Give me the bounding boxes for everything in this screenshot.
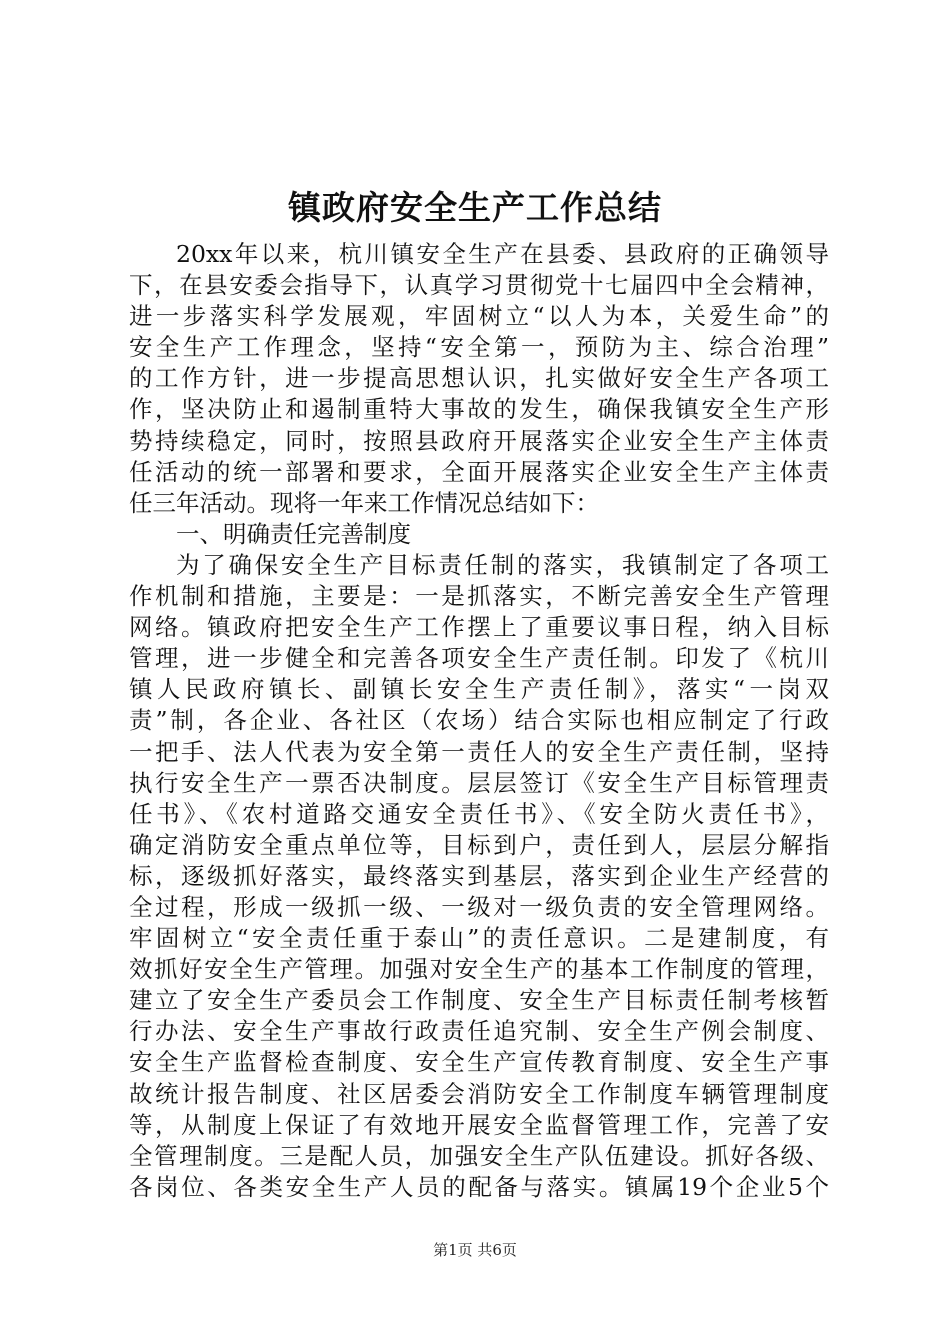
text-line: 任书》、《农村道路交通安全责任书》、《安全防火责任书》， [129,799,829,828]
text-line: 20xx年以来，杭川镇安全生产在县委、县政府的正确领导 [176,240,829,268]
text-line: 责”制，各企业、各社区（农场）结合实际也相应制定了行政 [129,706,829,735]
text-line: 牢固树立“安全责任重于泰山”的责任意识。二是建制度，有 [129,924,829,953]
text-line: 任活动的统一部署和要求，全面开展落实企业安全生产主体责 [129,457,829,486]
text-line: 镇人民政府镇长、副镇长安全生产责任制》，落实“一岗双 [129,675,829,704]
text-line: 全管理制度。三是配人员，加强安全生产队伍建设。抓好各级、 [129,1141,829,1170]
text-line: 效抓好安全生产管理。加强对安全生产的基本工作制度的管理， [129,955,829,984]
text-line: 执行安全生产一票否决制度。层层签订《安全生产目标管理责 [129,768,829,797]
document-title: 镇政府安全生产工作总结 [288,188,662,227]
text-line: 的工作方针，进一步提高思想认识，扎实做好安全生产各项工 [129,364,829,393]
text-line: 安全生产工作理念，坚持“安全第一，预防为主、综合治理” [129,333,829,362]
text-line: 作，坚决防止和遏制重特大事故的发生，确保我镇安全生产形 [129,395,829,424]
text-line: 下，在县安委会指导下，认真学习贯彻党十七届四中全会精神， [129,271,829,300]
text-line: 势持续稳定，同时，按照县政府开展落实企业安全生产主体责 [129,426,829,455]
text-line: 为了确保安全生产目标责任制的落实，我镇制定了各项工 [176,550,829,579]
text-line: 确定消防安全重点单位等，目标到户，责任到人，层层分解指 [129,830,829,859]
text-line: 安全生产监督检查制度、安全生产宣传教育制度、安全生产事 [129,1048,829,1077]
text-line: 各岗位、各类安全生产人员的配备与落实。镇属19个企业5个 [129,1172,829,1201]
text-line: 网络。镇政府把安全生产工作摆上了重要议事日程，纳入目标 [129,613,829,642]
text-line: 标，逐级抓好落实，最终落实到基层，落实到企业生产经营的 [129,861,829,890]
page-footer: 第1页 共6页 [433,1241,517,1259]
text-line: 一、明确责任完善制度 [176,519,411,548]
text-line: 作机制和措施，主要是：一是抓落实，不断完善安全生产管理 [129,582,829,611]
document-body [129,239,829,1203]
text-line: 进一步落实科学发展观，牢固树立“以人为本，关爱生命”的 [129,302,829,331]
text-line: 一把手、法人代表为安全第一责任人的安全生产责任制，坚持 [129,737,829,766]
text-line: 建立了安全生产委员会工作制度、安全生产目标责任制考核暂 [129,986,829,1015]
text-line: 管理，进一步健全和完善各项安全生产责任制。印发了《杭川 [129,644,829,673]
text-line: 等，从制度上保证了有效地开展安全监督管理工作，完善了安 [129,1110,829,1139]
text-line: 任三年活动。现将一年来工作情况总结如下： [129,488,599,517]
text-line: 故统计报告制度、社区居委会消防安全工作制度车辆管理制度 [129,1079,829,1108]
text-line: 全过程，形成一级抓一级、一级对一级负责的安全管理网络。 [129,892,829,921]
text-line: 行办法、安全生产事故行政责任追究制、安全生产例会制度、 [129,1017,829,1046]
